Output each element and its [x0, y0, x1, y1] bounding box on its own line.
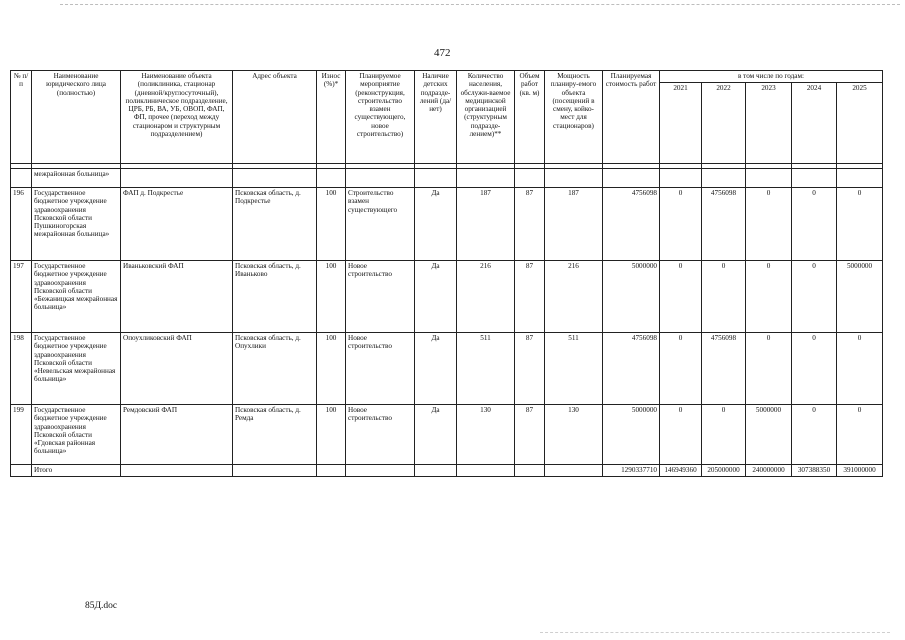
header-work-volume: Объем работ (кв. м): [515, 71, 545, 164]
row-year-2025: 0: [837, 333, 883, 405]
row-legal-name: Государственное бюджетное учреждение здравоохранения Псковской области «Гдовская районная больница»: [32, 405, 121, 465]
header-wear: Износ (%)*: [317, 71, 346, 164]
footer-file-name: 85Д.doc: [85, 601, 118, 611]
header-year: 2024: [792, 83, 837, 164]
table-row: [11, 261, 883, 333]
row-year-2023: 0: [746, 261, 792, 333]
header-planned-cost: Планируемая стоимость работ: [603, 71, 660, 164]
row-planned-cost: 4756098: [603, 333, 660, 405]
header-year: 2025: [837, 83, 883, 164]
row-child-units: Да: [415, 188, 457, 261]
row-year-2024: 0: [792, 188, 837, 261]
row-year-2021: 0: [660, 261, 702, 333]
total-row: [11, 465, 883, 477]
total-label: Итого: [32, 465, 121, 477]
row-year-2021: 0: [660, 405, 702, 465]
row-year-2022: 0: [702, 261, 746, 333]
row-child-units: Да: [415, 333, 457, 405]
row-population: 130: [457, 405, 515, 465]
row-legal-name: Государственное бюджетное учреждение здравоохранения Псковской области Пушкиногорская межрайонная больница»: [32, 188, 121, 261]
row-year-2022: 4756098: [702, 333, 746, 405]
row-work-volume: 87: [515, 188, 545, 261]
row-year-2023: 5000000: [746, 405, 792, 465]
header-address: Адрес объекта: [233, 71, 317, 164]
total-year-2023: 240000000: [746, 465, 792, 477]
total-year-2021: 146949360: [660, 465, 702, 477]
row-address: Псковская область, д. Опухлики: [233, 333, 317, 405]
row-wear: 100: [317, 261, 346, 333]
row-work-volume: 87: [515, 405, 545, 465]
row-planned-event: Новое строительство: [346, 333, 415, 405]
row-object-name: ФАП д. Подкрестье: [121, 188, 233, 261]
row-object-name: Опоухликовский ФАП: [121, 333, 233, 405]
row-legal-name: Государственное бюджетное учреждение здравоохранения Псковской области «Бежаницкая межрайонная больница»: [32, 261, 121, 333]
row-capacity: 130: [545, 405, 603, 465]
row-wear: 100: [317, 405, 346, 465]
row-year-2024: 0: [792, 405, 837, 465]
row-year-2024: 0: [792, 333, 837, 405]
page-number: 472: [434, 47, 451, 59]
header-row: [11, 71, 883, 83]
row-population: 216: [457, 261, 515, 333]
header-object-name: Наименование объекта (поликлиника, стационар (дневной/круглосуточный), поликлиническое подразделение, ЦРБ, РБ, ВА, УБ, ОВОП, ФАП, ФП, прочее (переход между стационаром и структурным подразделением): [121, 71, 233, 164]
row-num: 197: [11, 261, 32, 333]
row-address: Псковская область, д. Ремда: [233, 405, 317, 465]
scan-edge-top: [60, 4, 900, 5]
row-planned-event: Новое строительство: [346, 261, 415, 333]
header-year: 2021: [660, 83, 702, 164]
row-planned-cost: 5000000: [603, 405, 660, 465]
row-address: Псковская область, д. Подкрестье: [233, 188, 317, 261]
total-year-2024: 307388350: [792, 465, 837, 477]
row-year-2025: 5000000: [837, 261, 883, 333]
objects-table: [10, 70, 883, 477]
row-planned-cost: 4756098: [603, 188, 660, 261]
row-capacity: 511: [545, 333, 603, 405]
row-year-2022: 4756098: [702, 188, 746, 261]
row-year-2022: 0: [702, 405, 746, 465]
row-year-2021: 0: [660, 333, 702, 405]
header-capacity: Мощность планиру-емого объекта (посещений в смену, койко-мест для стационаров): [545, 71, 603, 164]
header-num: № п/п: [11, 71, 32, 164]
row-planned-event: Новое строительство: [346, 405, 415, 465]
header-year: 2022: [702, 83, 746, 164]
row-year-2025: 0: [837, 405, 883, 465]
row-legal-name: Государственное бюджетное учреждение здравоохранения Псковской области «Невельская межрайонная больница»: [32, 333, 121, 405]
row-num: 198: [11, 333, 32, 405]
row-work-volume: 87: [515, 261, 545, 333]
row-wear: 100: [317, 333, 346, 405]
total-planned-cost: 1290337710: [603, 465, 660, 477]
header-population: Количество населения, обслужи-ваемое медицинской организацией (структурным подразде-лением)**: [457, 71, 515, 164]
row-wear: 100: [317, 188, 346, 261]
row-year-2021: 0: [660, 188, 702, 261]
row-object-name: Иваньковский ФАП: [121, 261, 233, 333]
row-object-name: Ремдовский ФАП: [121, 405, 233, 465]
row-capacity: 187: [545, 188, 603, 261]
table-row: [11, 333, 883, 405]
scan-edge-bottom: [540, 632, 890, 633]
row-child-units: Да: [415, 261, 457, 333]
header-child-units: Наличие детских подразде-лений (да/нет): [415, 71, 457, 164]
row-year-2023: 0: [746, 333, 792, 405]
row-num: 199: [11, 405, 32, 465]
row-address: Псковская область, д. Иваньково: [233, 261, 317, 333]
row-planned-cost: 5000000: [603, 261, 660, 333]
table-row: [11, 188, 883, 261]
row-child-units: Да: [415, 405, 457, 465]
continuation-text: межрайонная больница»: [32, 169, 121, 188]
row-capacity: 216: [545, 261, 603, 333]
header-legal-name: Наименование юридического лица (полностью): [32, 71, 121, 164]
row-population: 511: [457, 333, 515, 405]
row-year-2023: 0: [746, 188, 792, 261]
row-num: 196: [11, 188, 32, 261]
header-by-years: в том числе по годам:: [660, 71, 883, 83]
row-planned-event: Строительство взамен существующего: [346, 188, 415, 261]
row-work-volume: 87: [515, 333, 545, 405]
total-year-2025: 391000000: [837, 465, 883, 477]
header-year: 2023: [746, 83, 792, 164]
row-year-2025: 0: [837, 188, 883, 261]
table-row: [11, 405, 883, 465]
total-year-2022: 205000000: [702, 465, 746, 477]
header-planned-event: Планируемое мероприятие (реконструкция, строительство взамен существующего, новое строительство): [346, 71, 415, 164]
row-population: 187: [457, 188, 515, 261]
continuation-row: [11, 169, 883, 188]
row-year-2024: 0: [792, 261, 837, 333]
